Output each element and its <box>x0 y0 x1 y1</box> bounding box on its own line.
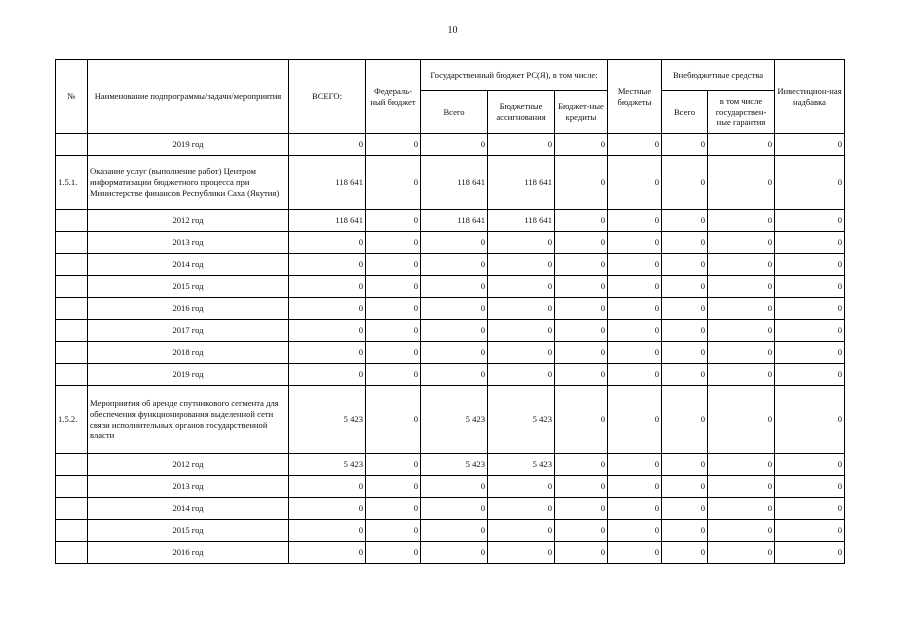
value-cell: 0 <box>421 364 488 386</box>
value-cell: 0 <box>775 210 845 232</box>
value-cell: 0 <box>708 386 775 454</box>
value-cell: 0 <box>608 542 662 564</box>
value-cell: 0 <box>608 232 662 254</box>
value-cell: 0 <box>421 232 488 254</box>
value-cell: 0 <box>775 298 845 320</box>
value-cell: 0 <box>662 210 708 232</box>
table-row <box>56 364 845 386</box>
header-local: Местные бюджеты <box>608 60 662 134</box>
value-cell: 0 <box>608 476 662 498</box>
value-cell: 0 <box>488 298 555 320</box>
table-row <box>56 298 845 320</box>
value-cell: 0 <box>708 276 775 298</box>
value-cell: 0 <box>662 232 708 254</box>
value-cell: 0 <box>421 520 488 542</box>
value-cell: 0 <box>366 342 421 364</box>
value-cell: 0 <box>608 320 662 342</box>
value-cell: 0 <box>421 276 488 298</box>
value-cell: 0 <box>421 298 488 320</box>
value-cell: 0 <box>488 134 555 156</box>
value-cell: 0 <box>421 542 488 564</box>
value-cell: 0 <box>366 542 421 564</box>
header-extra: Внебюджетные средства <box>662 60 775 91</box>
value-cell: 0 <box>775 364 845 386</box>
value-cell: 0 <box>662 320 708 342</box>
value-cell: 0 <box>555 520 608 542</box>
value-cell: 0 <box>662 298 708 320</box>
value-cell: 0 <box>289 232 366 254</box>
value-cell: 0 <box>366 520 421 542</box>
value-cell: 0 <box>608 454 662 476</box>
header-total: ВСЕГО: <box>289 60 366 134</box>
row-name: 2016 год <box>88 542 289 564</box>
value-cell: 118 641 <box>289 156 366 210</box>
value-cell: 0 <box>366 276 421 298</box>
value-cell: 0 <box>708 134 775 156</box>
value-cell: 0 <box>708 542 775 564</box>
value-cell: 0 <box>488 320 555 342</box>
value-cell: 0 <box>608 520 662 542</box>
value-cell: 0 <box>662 276 708 298</box>
value-cell: 0 <box>421 254 488 276</box>
value-cell: 5 423 <box>289 454 366 476</box>
table-row <box>56 520 845 542</box>
table-row <box>56 156 845 210</box>
row-name: 2014 год <box>88 254 289 276</box>
value-cell: 0 <box>289 254 366 276</box>
row-name: 2012 год <box>88 210 289 232</box>
value-cell: 0 <box>366 156 421 210</box>
value-cell: 0 <box>662 364 708 386</box>
table-row <box>56 232 845 254</box>
row-number: 1.5.1. <box>56 156 88 210</box>
value-cell: 0 <box>708 476 775 498</box>
row-name: 2015 год <box>88 276 289 298</box>
value-cell: 5 423 <box>421 454 488 476</box>
value-cell: 0 <box>289 276 366 298</box>
header-name: Наименование подпрограммы/задачи/мероприятия <box>88 60 289 134</box>
value-cell: 0 <box>555 210 608 232</box>
row-number <box>56 298 88 320</box>
value-cell: 0 <box>289 520 366 542</box>
row-number <box>56 342 88 364</box>
row-number <box>56 254 88 276</box>
value-cell: 0 <box>289 134 366 156</box>
value-cell: 0 <box>555 232 608 254</box>
row-number <box>56 498 88 520</box>
value-cell: 0 <box>289 342 366 364</box>
value-cell: 0 <box>555 134 608 156</box>
value-cell: 0 <box>608 298 662 320</box>
row-name: 2013 год <box>88 232 289 254</box>
value-cell: 0 <box>775 134 845 156</box>
value-cell: 0 <box>289 498 366 520</box>
value-cell: 0 <box>708 342 775 364</box>
header-no: № <box>56 60 88 134</box>
value-cell: 0 <box>555 542 608 564</box>
row-number <box>56 520 88 542</box>
value-cell: 0 <box>488 276 555 298</box>
header-extra-total: Всего <box>662 91 708 134</box>
value-cell: 0 <box>366 454 421 476</box>
row-name: Оказание услуг (выполнение работ) Центром информатизации бюджетного процесса при Министерстве финансов Республики Саха (Якутия) <box>88 156 289 210</box>
value-cell: 0 <box>775 254 845 276</box>
value-cell: 118 641 <box>289 210 366 232</box>
row-number <box>56 276 88 298</box>
value-cell: 0 <box>555 498 608 520</box>
value-cell: 0 <box>608 364 662 386</box>
value-cell: 0 <box>488 498 555 520</box>
value-cell: 0 <box>555 386 608 454</box>
value-cell: 0 <box>608 134 662 156</box>
value-cell: 0 <box>662 156 708 210</box>
value-cell: 0 <box>488 232 555 254</box>
value-cell: 0 <box>366 298 421 320</box>
table-row <box>56 134 845 156</box>
value-cell: 0 <box>662 386 708 454</box>
value-cell: 0 <box>775 320 845 342</box>
value-cell: 0 <box>555 476 608 498</box>
value-cell: 0 <box>366 134 421 156</box>
value-cell: 0 <box>662 134 708 156</box>
row-number <box>56 476 88 498</box>
value-cell: 0 <box>289 542 366 564</box>
value-cell: 118 641 <box>488 156 555 210</box>
value-cell: 0 <box>289 476 366 498</box>
value-cell: 0 <box>608 254 662 276</box>
header-federal: Федераль-ный бюджет <box>366 60 421 134</box>
value-cell: 0 <box>775 498 845 520</box>
row-name: 2013 год <box>88 476 289 498</box>
table-row <box>56 320 845 342</box>
value-cell: 0 <box>708 156 775 210</box>
value-cell: 0 <box>708 498 775 520</box>
value-cell: 0 <box>555 364 608 386</box>
value-cell: 0 <box>421 320 488 342</box>
value-cell: 0 <box>708 454 775 476</box>
value-cell: 0 <box>366 476 421 498</box>
value-cell: 0 <box>555 298 608 320</box>
value-cell: 0 <box>775 386 845 454</box>
value-cell: 0 <box>555 254 608 276</box>
value-cell: 0 <box>662 254 708 276</box>
value-cell: 0 <box>775 520 845 542</box>
value-cell: 0 <box>488 254 555 276</box>
value-cell: 0 <box>421 476 488 498</box>
value-cell: 0 <box>289 320 366 342</box>
row-name: 2019 год <box>88 134 289 156</box>
value-cell: 118 641 <box>488 210 555 232</box>
value-cell: 0 <box>488 542 555 564</box>
value-cell: 118 641 <box>421 156 488 210</box>
table-row <box>56 254 845 276</box>
budget-table <box>55 59 845 564</box>
table-row <box>56 386 845 454</box>
value-cell: 0 <box>708 210 775 232</box>
row-name: 2018 год <box>88 342 289 364</box>
table-row <box>56 542 845 564</box>
value-cell: 0 <box>608 210 662 232</box>
table-row <box>56 210 845 232</box>
value-cell: 5 423 <box>488 386 555 454</box>
value-cell: 0 <box>366 210 421 232</box>
value-cell: 0 <box>421 134 488 156</box>
value-cell: 0 <box>775 476 845 498</box>
header-state-total: Всего <box>421 91 488 134</box>
value-cell: 0 <box>366 232 421 254</box>
value-cell: 0 <box>555 454 608 476</box>
row-name: 2017 год <box>88 320 289 342</box>
table-row <box>56 498 845 520</box>
value-cell: 0 <box>708 364 775 386</box>
header-extra-guar: в том числе государствен-ные гарантия <box>708 91 775 134</box>
value-cell: 0 <box>555 320 608 342</box>
value-cell: 0 <box>421 498 488 520</box>
value-cell: 0 <box>555 156 608 210</box>
value-cell: 0 <box>708 320 775 342</box>
page-number: 10 <box>447 25 458 36</box>
value-cell: 0 <box>662 476 708 498</box>
header-state-credit: Бюджет-ные кредиты <box>555 91 608 134</box>
value-cell: 0 <box>708 298 775 320</box>
value-cell: 0 <box>775 156 845 210</box>
value-cell: 0 <box>366 254 421 276</box>
value-cell: 0 <box>366 364 421 386</box>
row-number <box>56 232 88 254</box>
row-number <box>56 454 88 476</box>
value-cell: 0 <box>421 342 488 364</box>
row-number <box>56 210 88 232</box>
value-cell: 0 <box>366 386 421 454</box>
value-cell: 0 <box>555 276 608 298</box>
header-invest: Инвестицион-ная надбавка <box>775 60 845 134</box>
row-name: 2015 год <box>88 520 289 542</box>
value-cell: 0 <box>366 498 421 520</box>
value-cell: 0 <box>775 342 845 364</box>
table-row <box>56 476 845 498</box>
header-state-budget: Государственный бюджет РС(Я), в том числе: <box>421 60 608 91</box>
table-row <box>56 454 845 476</box>
row-number <box>56 364 88 386</box>
row-name: 2019 год <box>88 364 289 386</box>
value-cell: 0 <box>366 320 421 342</box>
value-cell: 0 <box>775 232 845 254</box>
value-cell: 0 <box>708 520 775 542</box>
value-cell: 0 <box>608 276 662 298</box>
table-row <box>56 276 845 298</box>
value-cell: 0 <box>662 454 708 476</box>
header-state-alloc: Бюджетные ассигнования <box>488 91 555 134</box>
value-cell: 0 <box>608 498 662 520</box>
value-cell: 0 <box>662 498 708 520</box>
value-cell: 0 <box>775 454 845 476</box>
value-cell: 0 <box>608 386 662 454</box>
row-name: Мероприятия об аренде спутникового сегмента для обеспечения функционирования выделенной сети связи исполнительных органов государственной власти <box>88 386 289 454</box>
value-cell: 0 <box>488 520 555 542</box>
value-cell: 0 <box>608 342 662 364</box>
value-cell: 0 <box>289 364 366 386</box>
value-cell: 0 <box>488 342 555 364</box>
value-cell: 0 <box>662 542 708 564</box>
value-cell: 0 <box>488 364 555 386</box>
value-cell: 0 <box>662 520 708 542</box>
value-cell: 0 <box>708 254 775 276</box>
value-cell: 5 423 <box>421 386 488 454</box>
value-cell: 118 641 <box>421 210 488 232</box>
row-name: 2016 год <box>88 298 289 320</box>
value-cell: 0 <box>708 232 775 254</box>
value-cell: 0 <box>555 342 608 364</box>
value-cell: 5 423 <box>488 454 555 476</box>
value-cell: 0 <box>775 542 845 564</box>
row-number <box>56 320 88 342</box>
value-cell: 0 <box>608 156 662 210</box>
row-name: 2014 год <box>88 498 289 520</box>
row-number: 1.5.2. <box>56 386 88 454</box>
value-cell: 0 <box>662 342 708 364</box>
row-number <box>56 542 88 564</box>
table-row <box>56 342 845 364</box>
row-number <box>56 134 88 156</box>
value-cell: 5 423 <box>289 386 366 454</box>
value-cell: 0 <box>775 276 845 298</box>
value-cell: 0 <box>289 298 366 320</box>
row-name: 2012 год <box>88 454 289 476</box>
value-cell: 0 <box>488 476 555 498</box>
table-body <box>56 134 845 564</box>
